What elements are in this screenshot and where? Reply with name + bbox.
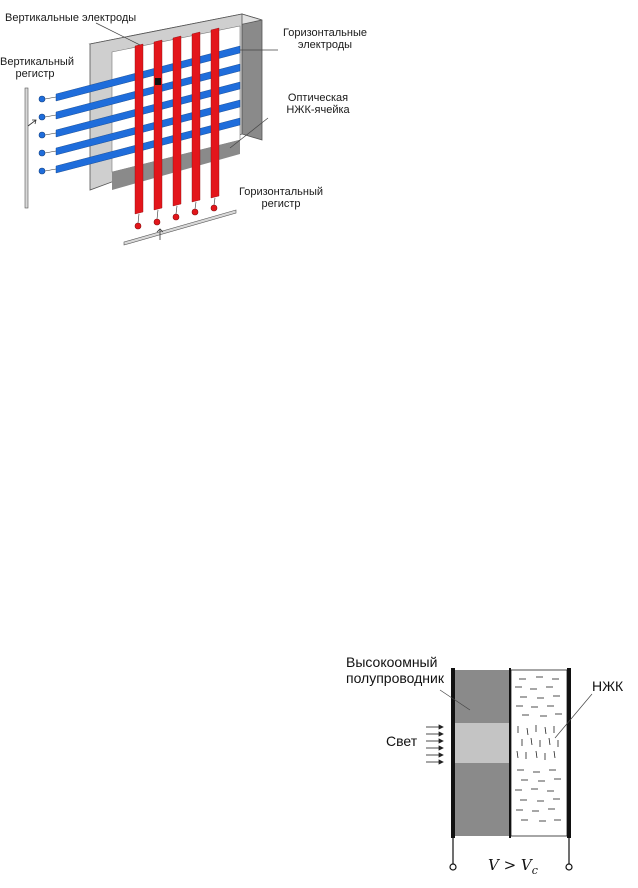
terminal-right xyxy=(566,864,572,870)
label-vertical-electrodes: Вертикальные электроды xyxy=(5,12,137,24)
voltage-condition: $V > V_c$ xyxy=(488,856,538,877)
label-semiconductor: Высокоомный полупроводник xyxy=(346,654,444,686)
label-horizontal-register: Горизонтальный регистр xyxy=(238,186,324,210)
terminal-left xyxy=(450,864,456,870)
light-arrows xyxy=(426,725,443,764)
label-optical-cell: Оптическая НЖК-ячейка xyxy=(286,92,350,116)
lit-region xyxy=(455,723,509,763)
label-vertical-register: Вертикальный регистр xyxy=(0,56,74,80)
label-lc: НЖК xyxy=(592,678,624,694)
label-light: Свет xyxy=(386,733,418,749)
middle-separator xyxy=(509,668,511,838)
left-electrode xyxy=(451,668,455,838)
right-electrode xyxy=(567,668,571,838)
label-horizontal-electrodes: Горизонтальные электроды xyxy=(283,27,367,51)
